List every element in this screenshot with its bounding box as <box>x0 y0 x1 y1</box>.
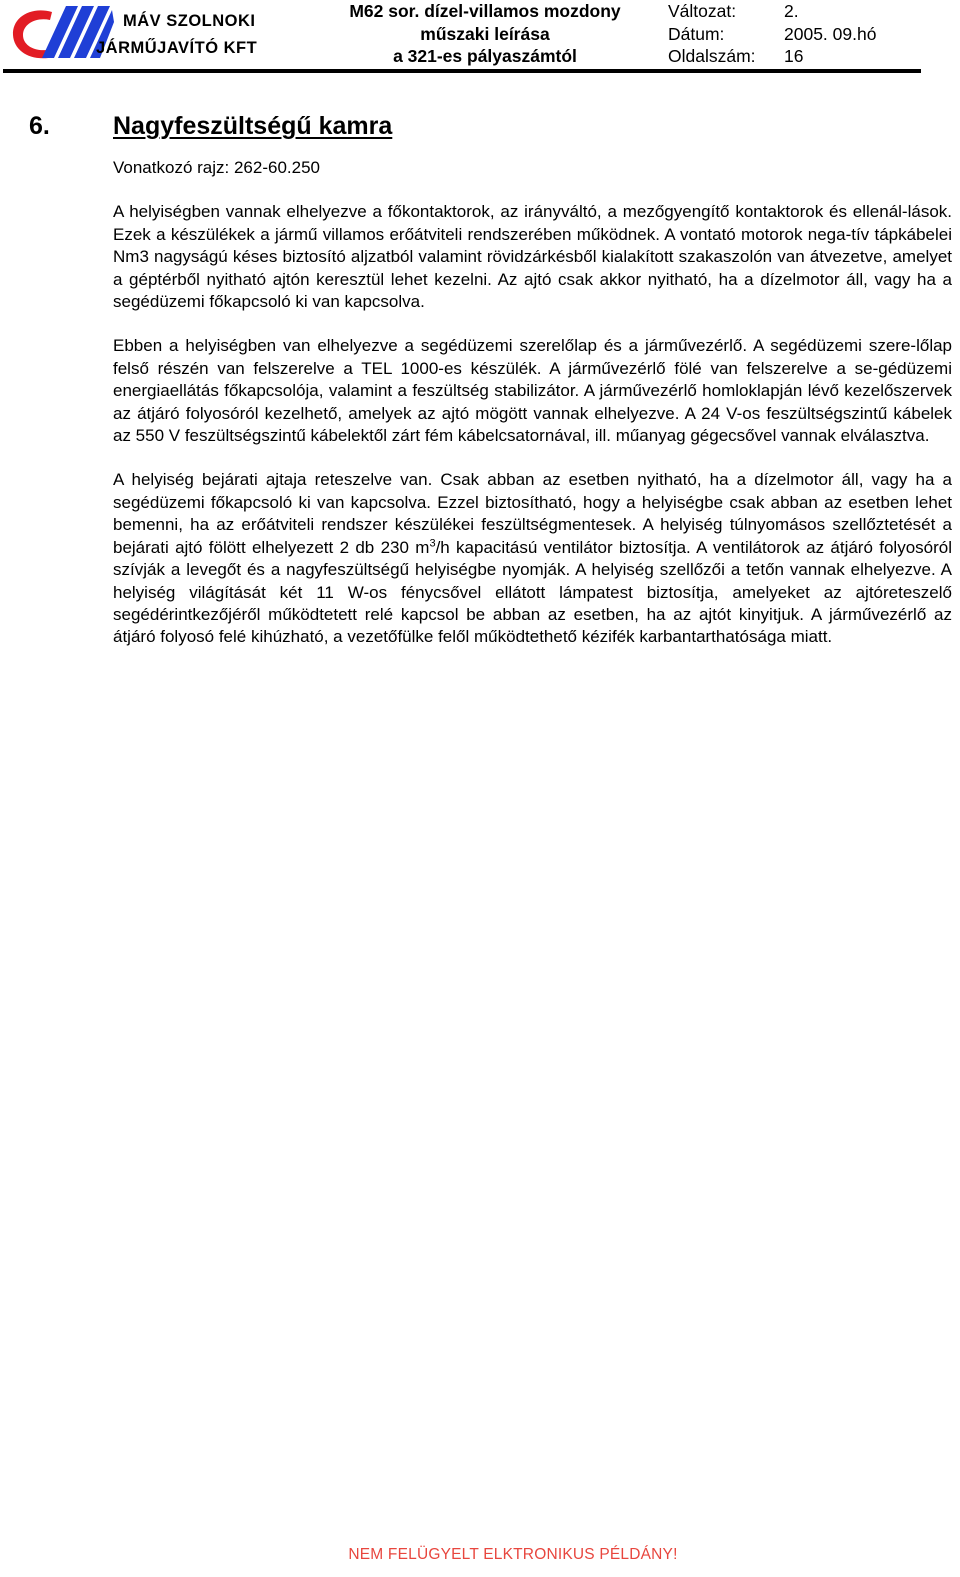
document-meta <box>668 0 876 68</box>
document-title-line1: M62 sor. dízel-villamos mozdony <box>349 1 621 21</box>
meta-label: Változat: <box>668 1 737 21</box>
meta-value: 16 <box>784 46 804 66</box>
meta-row-date <box>668 23 876 46</box>
paragraph-2: Ebben a helyiségben van elhelyezve a segédüzemi szerelőlap és a járművezérlő. A segédüzemi szere-lőlap felső részén van felszerelve a TEL 1000-es készülék. A járművezérlő fölé van felszerelve a se-gédüzemi energiaellátás főkapcsolója, valamint a feszültség stabilizátor. A járművezérlő homloklapján lévő kezelőszervek az átjáró folyosóról kezelhető, amelyek az ajtó mögött vannak elhelyezve. A 24 V-os feszültségszintű kábelek az 550 V feszültségszintű kábelektől zárt fém kábelcsatornával, ill. műanyag gégecsővel vannak elválasztva. <box>113 336 952 446</box>
superscript-exponent: 3 <box>429 537 436 550</box>
page-header <box>0 0 960 76</box>
meta-label: Dátum: <box>668 23 725 44</box>
paragraph-3-text-end: /h kapacitású ventilátor biztosítja. A ventilátorok az átjáró folyosóról szívják a levegőt és a nagyfeszültségű helyiségbe nyomják. A helyiség szellőzői a tetőn vannak elhelyezve. A helyiség világítását két 11 W-os fénycsővel ellátott lámpatest biztosítja, amelyeket az ajtóreteszelő segédérintkezőjéről működtetett relé kapcsol be abban az esetben, ha az ajtót kinyitjuk. A járművezérlő az átjáró folyosó felé kihúzható, a vezetőfülke felől működtethető kézifék karbantarthatósága miatt. <box>113 537 952 647</box>
meta-value: 2005. 09.hó <box>784 23 877 44</box>
paragraph-1: A helyiségben vannak elhelyezve a főkontaktorok, az irányváltó, a mezőgyengítő kontaktorok és ellenál-lások. Ezek a készülékek a jármű villamos erőátviteli rendszerében működnek. A vontató motorok nega-tív tápkábelei Nm3 nagyságú késes biztosító aljzatból valamint rövidzárkésből kialakított szakaszolón van átvezetve, amelyet a géptérből nyitható ajtón keresztül lehet kezelni. Az ajtó csak akkor nyitható, ha a dízelmotor áll, vagy ha a segédüzemi főkapcsoló ki van kapcsolva. <box>113 202 952 312</box>
paragraph-3-text-start: A helyiség bejárati ajtaja reteszelve van. Csak abban az esetben nyitható, ha a dízelmotor áll, vagy ha a segédüzemi főkapcsoló ki van kapcsolva. Ezzel biztosítható, hogy a helyiségbe csak abban az esetben lehet bemenni, ha az erőátviteli rendszer készülékei feszültségmentesek. A helyiség túlnyomásos szellőztetését a bejárati ajtó fölött elhelyezett 2 db 230 m <box>113 470 952 557</box>
paragraph-3 <box>113 469 952 648</box>
meta-label: Oldalszám: <box>668 46 756 66</box>
document-title <box>330 0 640 68</box>
section-heading <box>29 112 392 141</box>
meta-value: 2. <box>784 1 799 21</box>
header-divider <box>3 69 921 73</box>
uncontrolled-copy-notice: NEM FELÜGYELT ELKTRONIKUS PÉLDÁNY! <box>348 1546 678 1563</box>
meta-row-page <box>668 45 876 68</box>
company-name <box>96 8 257 62</box>
document-title-line3: a 321-es pályaszámtól <box>393 46 577 66</box>
section-title: Nagyfeszültségű kamra <box>113 112 393 140</box>
company-name-line2: JÁRMŰJAVÍTÓ KFT <box>96 39 258 57</box>
document-title-line2: műszaki leírása <box>420 23 550 44</box>
drawing-reference: Vonatkozó rajz: 262-60.250 <box>113 158 320 177</box>
section-number: 6. <box>29 112 50 140</box>
meta-row-version <box>668 0 876 23</box>
document-body <box>113 157 952 671</box>
company-name-line1: MÁV SZOLNOKI <box>123 12 256 30</box>
